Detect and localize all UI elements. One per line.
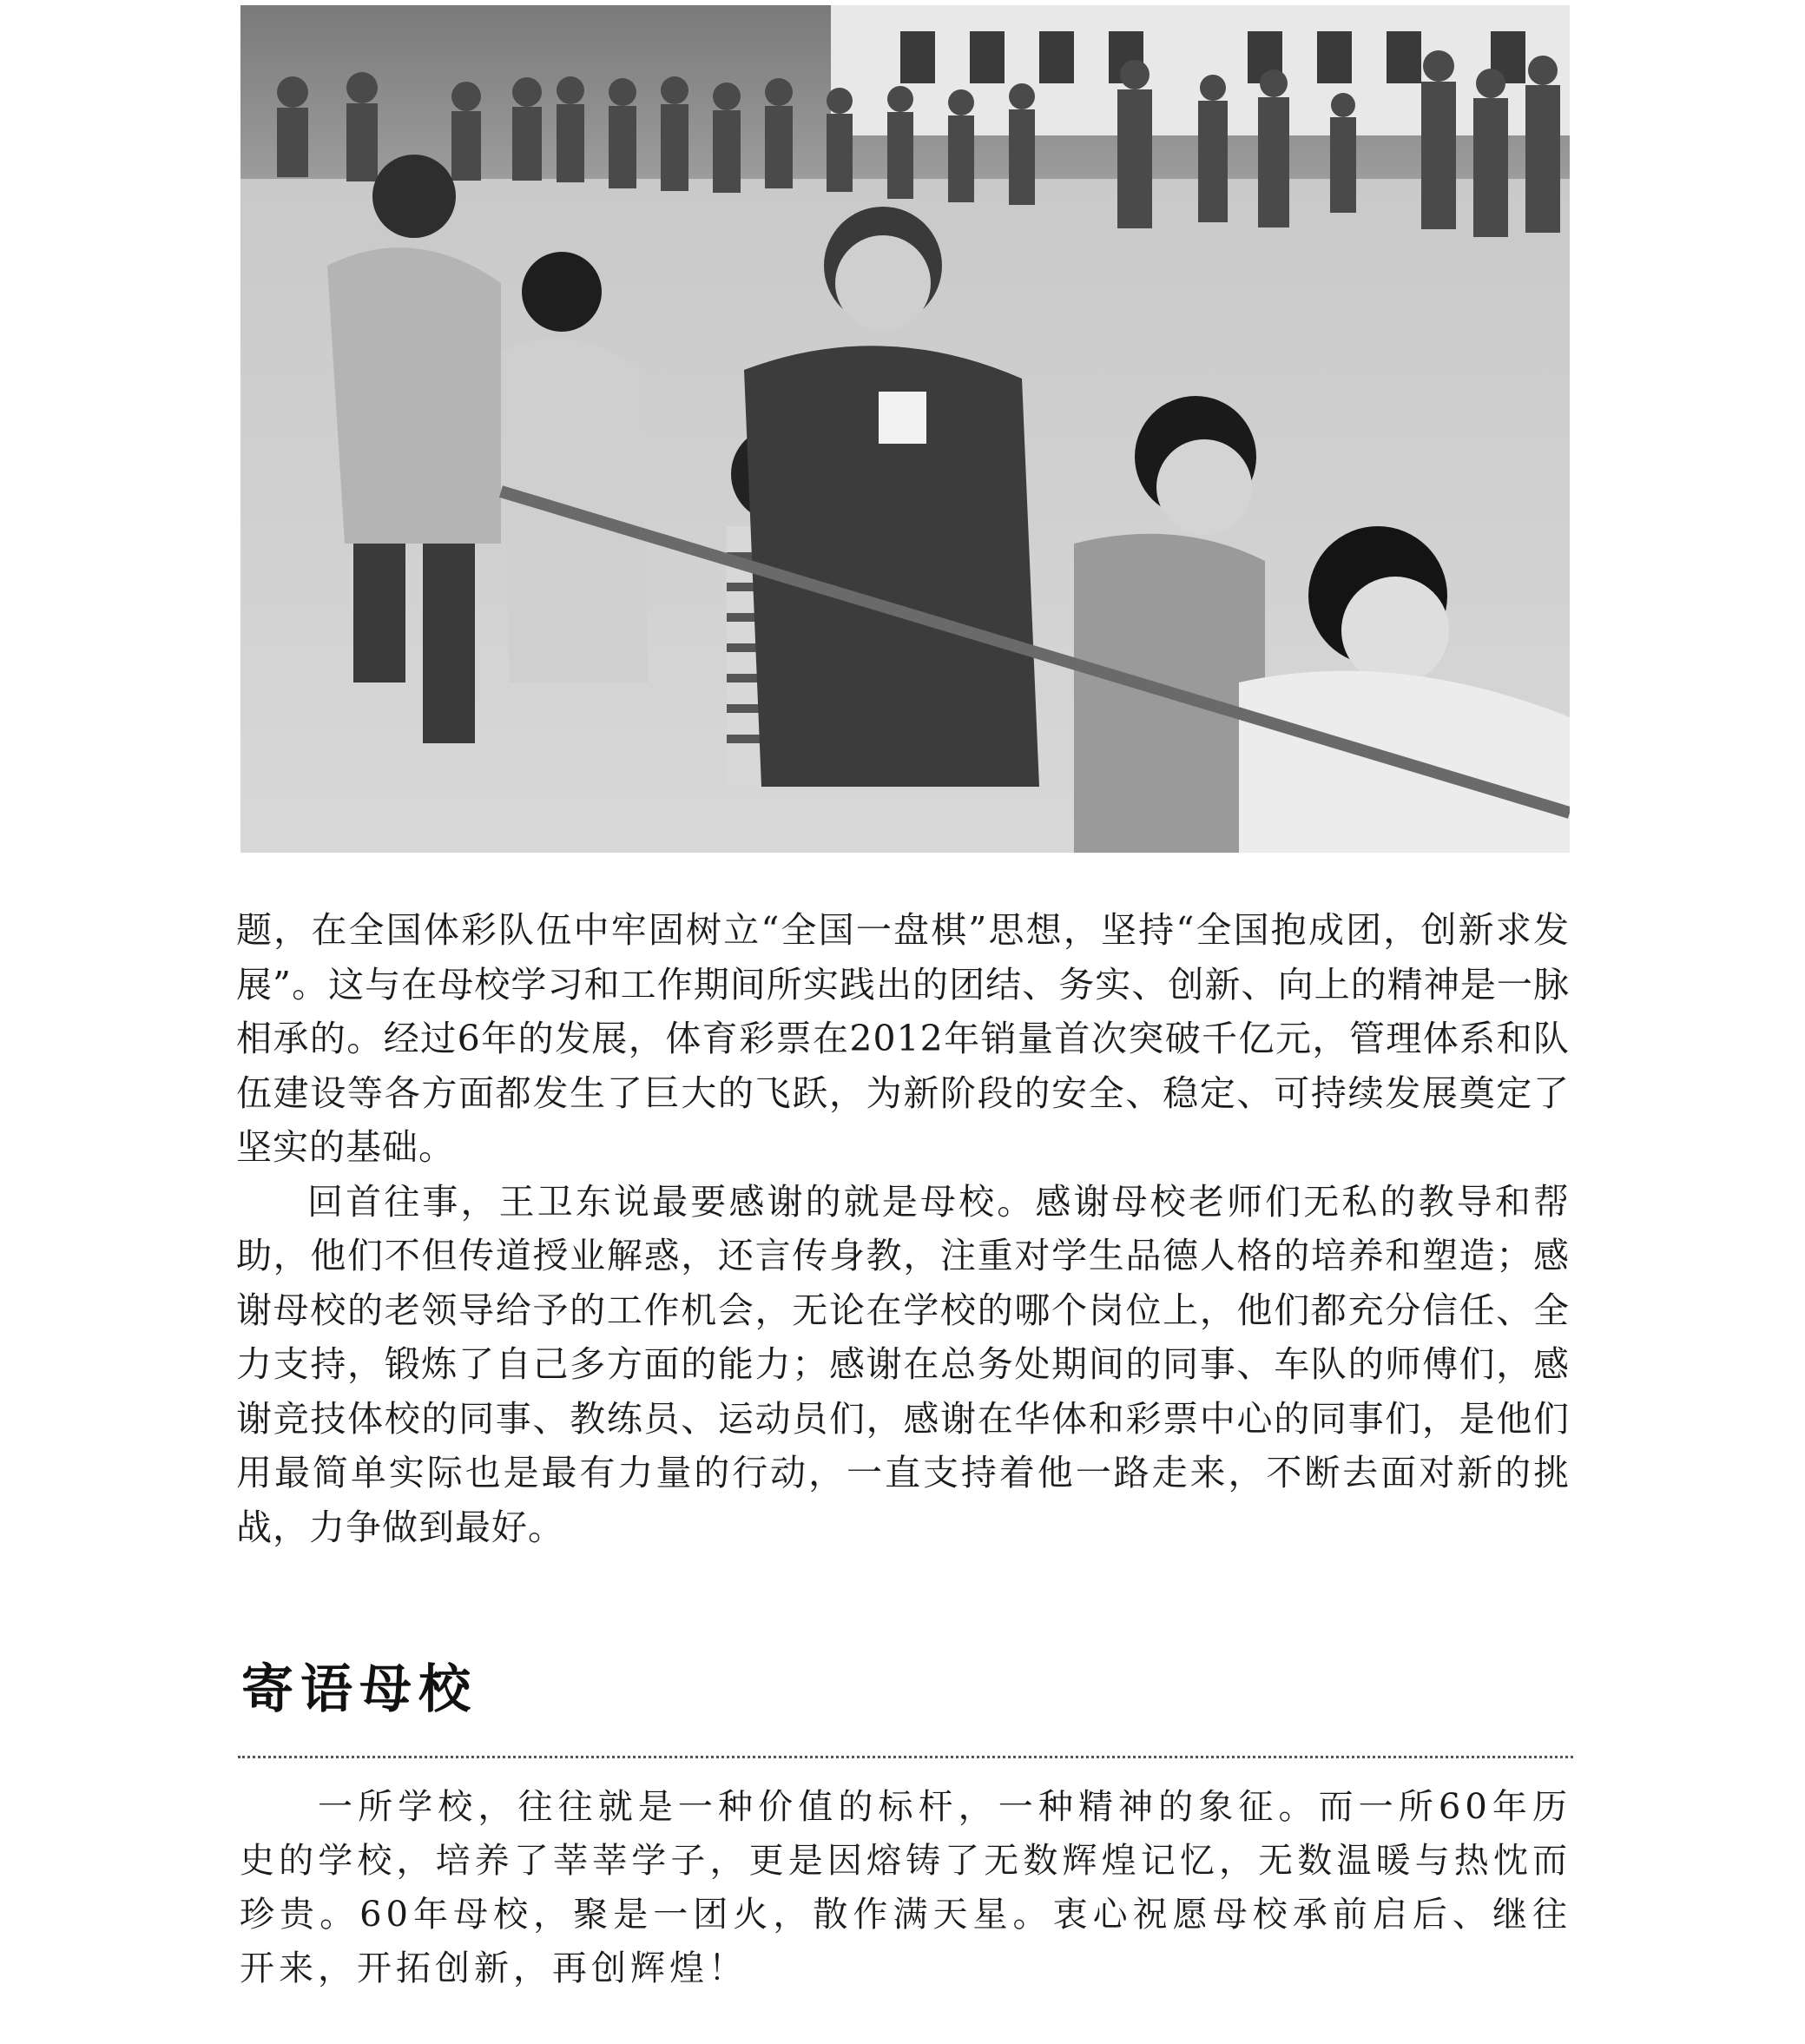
dotted-divider [238, 1756, 1573, 1758]
article-body [236, 903, 1570, 1554]
article-paragraph: 回首往事，王卫东说最要感谢的就是母校。感谢母校老师们无私的教导和帮助，他们不但传道授业解惑，还言传身教，注重对学生品德人格的培养和塑造；感谢母校的老领导给予的工作机会，无论在学校的哪个岗位上，他们都充分信任、全力支持，锻炼了自己多方面的能力；感谢在总务处期间的同事、车队的师傅们，感谢竞技体校的同事、教练员、运动员们，感谢在华体和彩票中心的同事们，是他们用最简单实际也是最有力量的行动，一直支持着他一路走来，不断去面对新的挑战，力争做到最好。 [236, 1180, 1570, 1548]
closing-section [240, 1780, 1571, 1995]
section-title: 寄语母校 [241, 1659, 478, 1720]
tug-of-war-photo [240, 5, 1570, 853]
closing-paragraph: 一所学校，往往就是一种价值的标杆，一种精神的象征。而一所60年历史的学校，培养了莘莘学子，更是因熔铸了无数辉煌记忆，无数温暖与热忱而珍贵。60年母校，聚是一团火，散作满天星。衷心祝愿母校承前启后、继往开来，开拓创新，再创辉煌！ [240, 1787, 1571, 1988]
article-paragraph: 题，在全国体彩队伍中牢固树立“全国一盘棋”思想，坚持“全国抱成团，创新求发展”。这与在母校学习和工作期间所实践出的团结、务实、创新、向上的精神是一脉相承的。经过6年的发展，体育彩票在2012年销量首次突破千亿元，管理体系和队伍建设等各方面都发生了巨大的飞跃，为新阶段的安全、稳定、可持续发展奠定了坚实的基础。 [236, 909, 1570, 1168]
photo-illustration [240, 5, 1570, 853]
